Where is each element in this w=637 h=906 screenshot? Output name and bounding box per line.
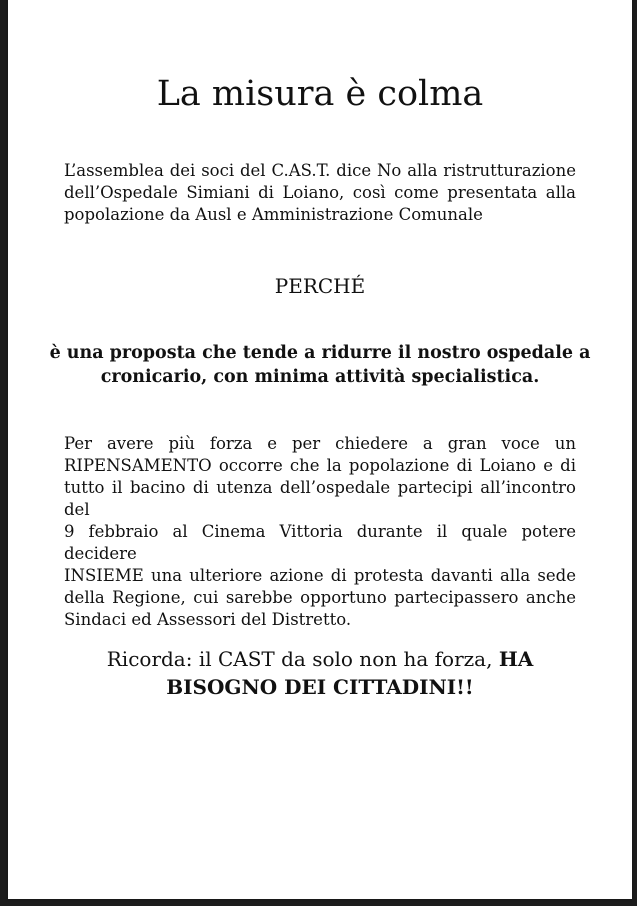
- body-paragraph: [64, 433, 576, 631]
- body-line: Per avere più forza e per chiedere a gran voce un: [64, 434, 576, 453]
- why-heading: PERCHÉ: [274, 274, 366, 298]
- intro-line: popolazione da Ausl e Amministrazione Comunale: [64, 205, 483, 224]
- closing-bold-text-line2: BISOGNO DEI CITTADINI!!: [166, 675, 474, 699]
- intro-line: L’assemblea dei soci del C.AS.T. dice No alla ristrutturazione: [64, 161, 576, 180]
- reason-line: è una proposta che tende a ridurre il nostro ospedale a: [49, 343, 591, 363]
- closing-paragraph: [48, 645, 592, 701]
- document-page: [8, 0, 632, 899]
- body-line: della Regione, cui sarebbe opportuno partecipassero anche: [64, 588, 576, 607]
- body-line: RIPENSAMENTO occorre che la popolazione di Loiano e di: [64, 456, 576, 475]
- reason-paragraph: [48, 341, 592, 389]
- closing-bold-text: HA: [498, 647, 534, 671]
- body-line: tutto il bacino di utenza dell’ospedale partecipi all’incontro del: [64, 478, 576, 519]
- body-line: Sindaci ed Assessori del Distretto.: [64, 610, 352, 629]
- reason-line: cronicario, con minima attività specialistica.: [100, 367, 540, 387]
- body-line: INSIEME una ulteriore azione di protesta davanti alla sede: [64, 566, 576, 585]
- intro-line: dell’Ospedale Simiani di Loiano, così come presentata alla: [64, 183, 576, 202]
- document-title: La misura è colma: [156, 74, 484, 114]
- intro-paragraph: [64, 160, 576, 226]
- closing-normal-text: Ricorda: il CAST da solo non ha forza,: [106, 647, 493, 671]
- body-line: 9 febbraio al Cinema Vittoria durante il quale potere decidere: [64, 522, 576, 563]
